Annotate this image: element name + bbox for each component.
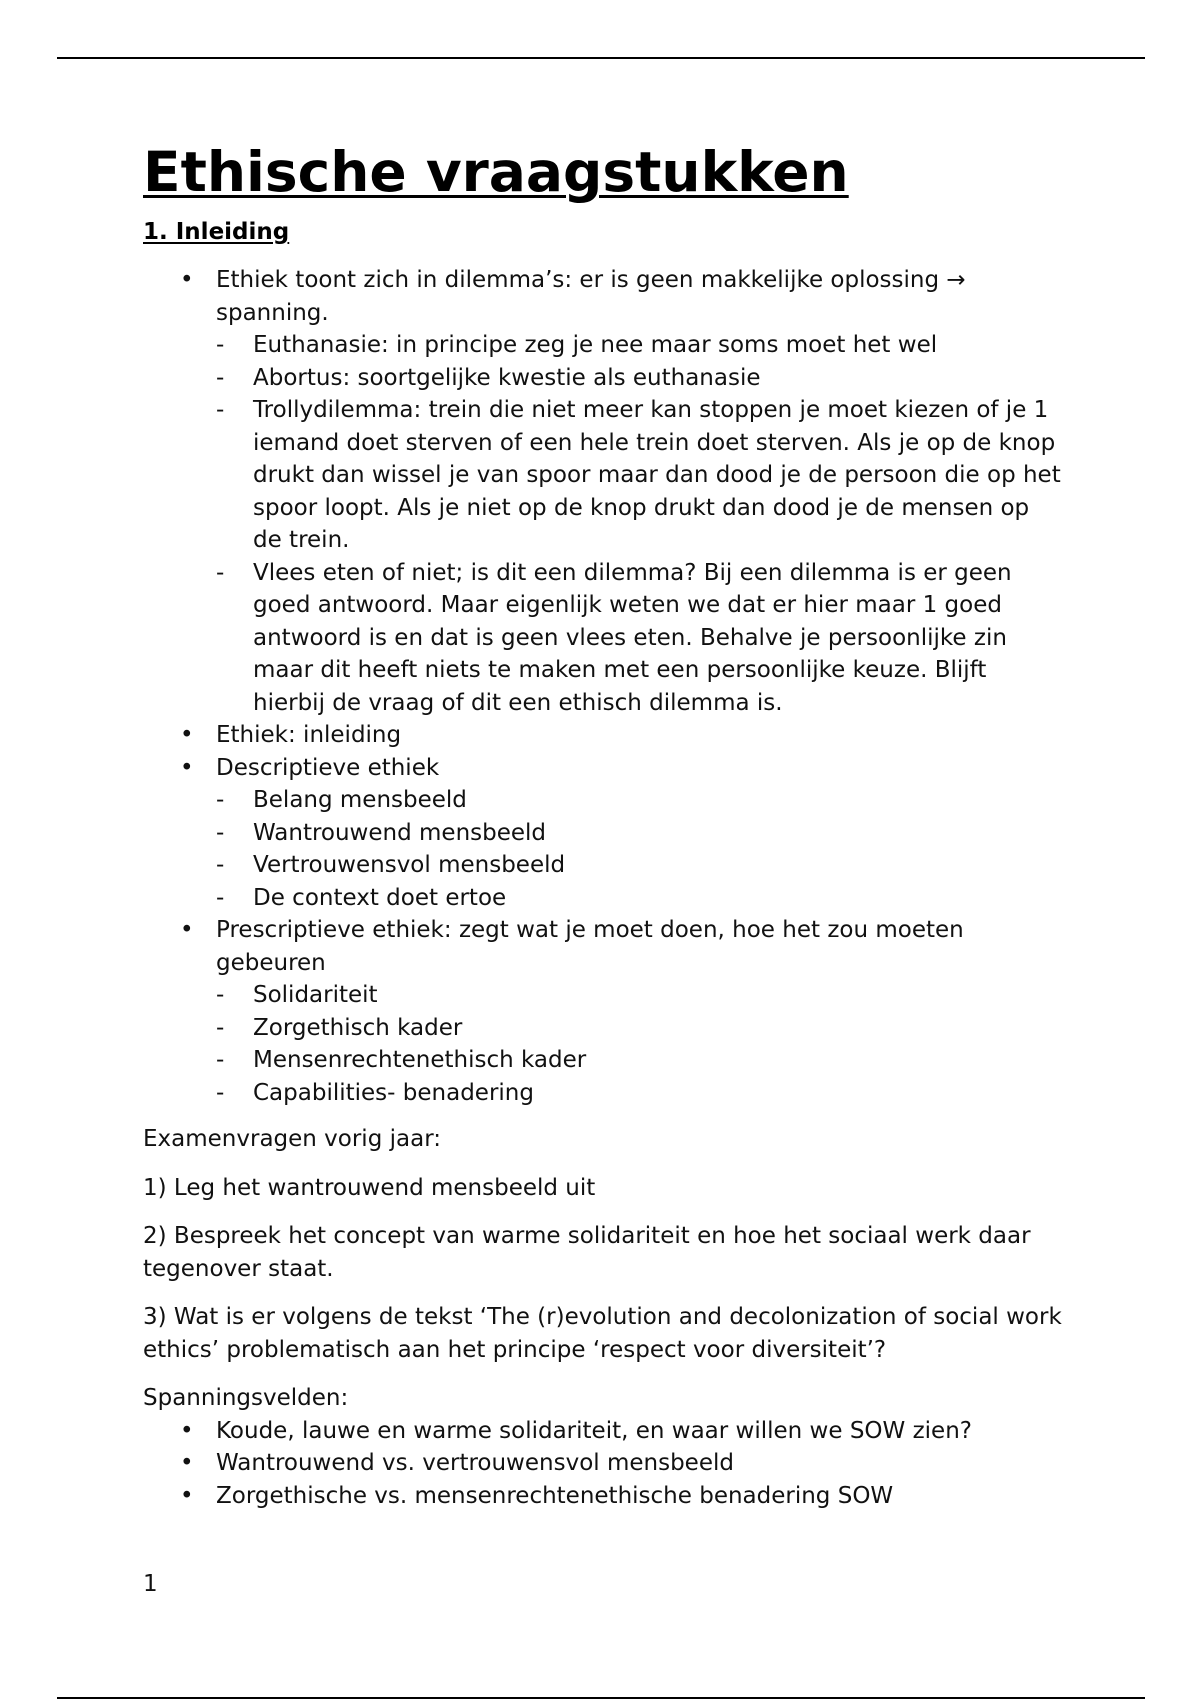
- bullet-item: • Koude, lauwe en warme solidariteit, en waar willen we SOW zien?: [216, 1415, 1063, 1448]
- bullet-item: • Zorgethische vs. mensenrechtenethische benadering SOW: [216, 1480, 1063, 1513]
- exam-heading: Examenvragen vorig jaar:: [143, 1126, 441, 1152]
- dash-list: [216, 784, 1063, 914]
- exam-question: 3) Wat is er volgens de tekst ‘The (r)evolution and decolonization of social work ethics’ problematisch aan het principe ‘respect voor diversiteit’?: [143, 1304, 1062, 1363]
- bullet-text: Prescriptieve ethiek: zegt wat je moet doen, hoe het zou moeten gebeuren: [216, 917, 964, 976]
- document-page: [143, 140, 1063, 1512]
- bullet-text: Descriptieve ethiek: [216, 754, 440, 781]
- exam-question: 1) Leg het wantrouwend mensbeeld uit: [143, 1174, 596, 1201]
- dash-item: - Belang mensbeeld: [253, 784, 1063, 817]
- footer-rule: [57, 1697, 1145, 1699]
- bullet-item: [216, 264, 1063, 719]
- bullet-item: [216, 719, 1063, 752]
- dash-item: - Abortus: soortgelijke kwestie als euthanasie: [253, 362, 1063, 395]
- page-number: 1: [143, 1571, 158, 1597]
- dash-item: - Mensenrechtenethisch kader: [253, 1044, 1063, 1077]
- dash-item: - Wantrouwend mensbeeld: [253, 817, 1063, 850]
- dash-item: - De context doet ertoe: [253, 882, 1063, 915]
- bullet-item: [216, 752, 1063, 915]
- document-title: Ethische vraagstukken: [143, 140, 849, 204]
- dash-item: - Zorgethisch kader: [253, 1012, 1063, 1045]
- tension-heading: Spanningsvelden:: [143, 1385, 349, 1411]
- dash-item: - Capabilities- benadering: [253, 1077, 1063, 1110]
- exam-question: 2) Bespreek het concept van warme solidariteit en hoe het sociaal werk daar tegenover staat.: [143, 1223, 1031, 1282]
- dash-item: - Vertrouwensvol mensbeeld: [253, 849, 1063, 882]
- bullet-text: Ethiek toont zich in dilemma’s: er is geen makkelijke oplossing → spanning.: [216, 267, 966, 326]
- bullet-item: [216, 914, 1063, 1109]
- dash-item: - Vlees eten of niet; is dit een dilemma? Bij een dilemma is er geen goed antwoord. Maar eigenlijk weten we dat er hier maar 1 goed antwoord is en dat is geen vlees eten. Behalve je persoonlijke zin maar dit heeft niets te maken met een persoonlijke keuze. Blijft hierbij de vraag of dit een ethisch dilemma is.: [253, 557, 1063, 720]
- bullet-text: Ethiek: inleiding: [216, 722, 402, 748]
- section-heading: 1. Inleiding: [143, 219, 290, 245]
- dash-list: [216, 329, 1063, 719]
- bullet-item: • Wantrouwend vs. vertrouwensvol mensbeeld: [216, 1447, 1063, 1480]
- dash-item: - Euthanasie: in principe zeg je nee maar soms moet het wel: [253, 329, 1063, 362]
- header-rule: [57, 57, 1145, 59]
- main-bullet-list: [143, 264, 1063, 1109]
- dash-item: - Trollydilemma: trein die niet meer kan stoppen je moet kiezen of je 1 iemand doet sterven of een hele trein doet sterven. Als je op de knop drukt dan wissel je van spoor maar dan dood je de persoon die op het spoor loopt. Als je niet op de knop drukt dan dood je de mensen op de trein.: [253, 394, 1063, 557]
- dash-list: [216, 979, 1063, 1109]
- tension-bullet-list: [143, 1415, 1063, 1513]
- dash-item: - Solidariteit: [253, 979, 1063, 1012]
